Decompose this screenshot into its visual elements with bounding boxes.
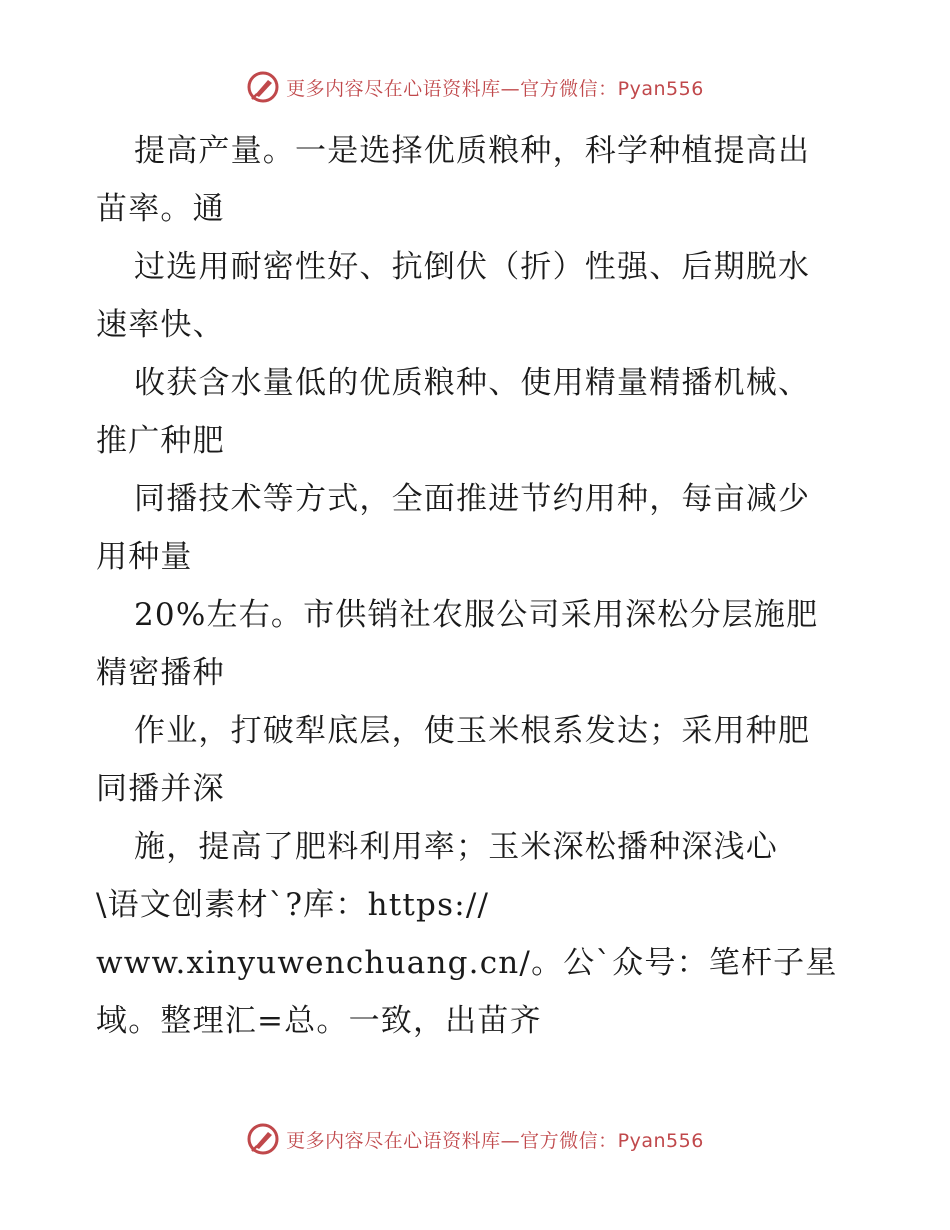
document-body <box>96 122 876 1050</box>
text-line: www.xinyuwenchuang.cn/。公`众号：笔杆子星 <box>96 945 838 981</box>
header-banner-text: 更多内容尽在心语资料库—官方微信：Pyan556 <box>286 77 704 100</box>
text-line: 推广种肥 <box>96 423 225 459</box>
text-line: 施，提高了肥料利用率；玉米深松播种深浅心 <box>134 829 778 865</box>
text-line: 精密播种 <box>96 655 225 691</box>
text-line: 用种量 <box>96 539 193 575</box>
text-line: 速率快、 <box>96 307 225 343</box>
pen-seal-icon <box>246 1122 280 1156</box>
pen-seal-icon <box>246 70 280 104</box>
text-line: 域。整理汇=总。一致，出苗齐 <box>96 1003 542 1039</box>
text-line: 作业，打破犁底层，使玉米根系发达；采用种肥 <box>134 713 811 749</box>
text-line: 同播技术等方式，全面推进节约用种，每亩减少 <box>134 481 811 517</box>
text-line: \语文创素材`?库：https:// <box>96 887 490 923</box>
footer-banner <box>0 1122 950 1156</box>
text-line: 提高产量。一是选择优质粮种，科学种植提高出 <box>134 133 811 169</box>
text-line: 收获含水量低的优质粮种、使用精量精播机械、 <box>134 365 811 401</box>
text-line: 苗率。通 <box>96 191 225 227</box>
text-line: 同播并深 <box>96 771 225 807</box>
footer-banner-text: 更多内容尽在心语资料库—官方微信：Pyan556 <box>286 1129 704 1152</box>
text-line: 20%左右。市供销社农服公司采用深松分层施肥 <box>134 597 819 633</box>
text-line: 过选用耐密性好、抗倒伏（折）性强、后期脱水 <box>134 249 811 285</box>
header-banner <box>0 70 950 104</box>
